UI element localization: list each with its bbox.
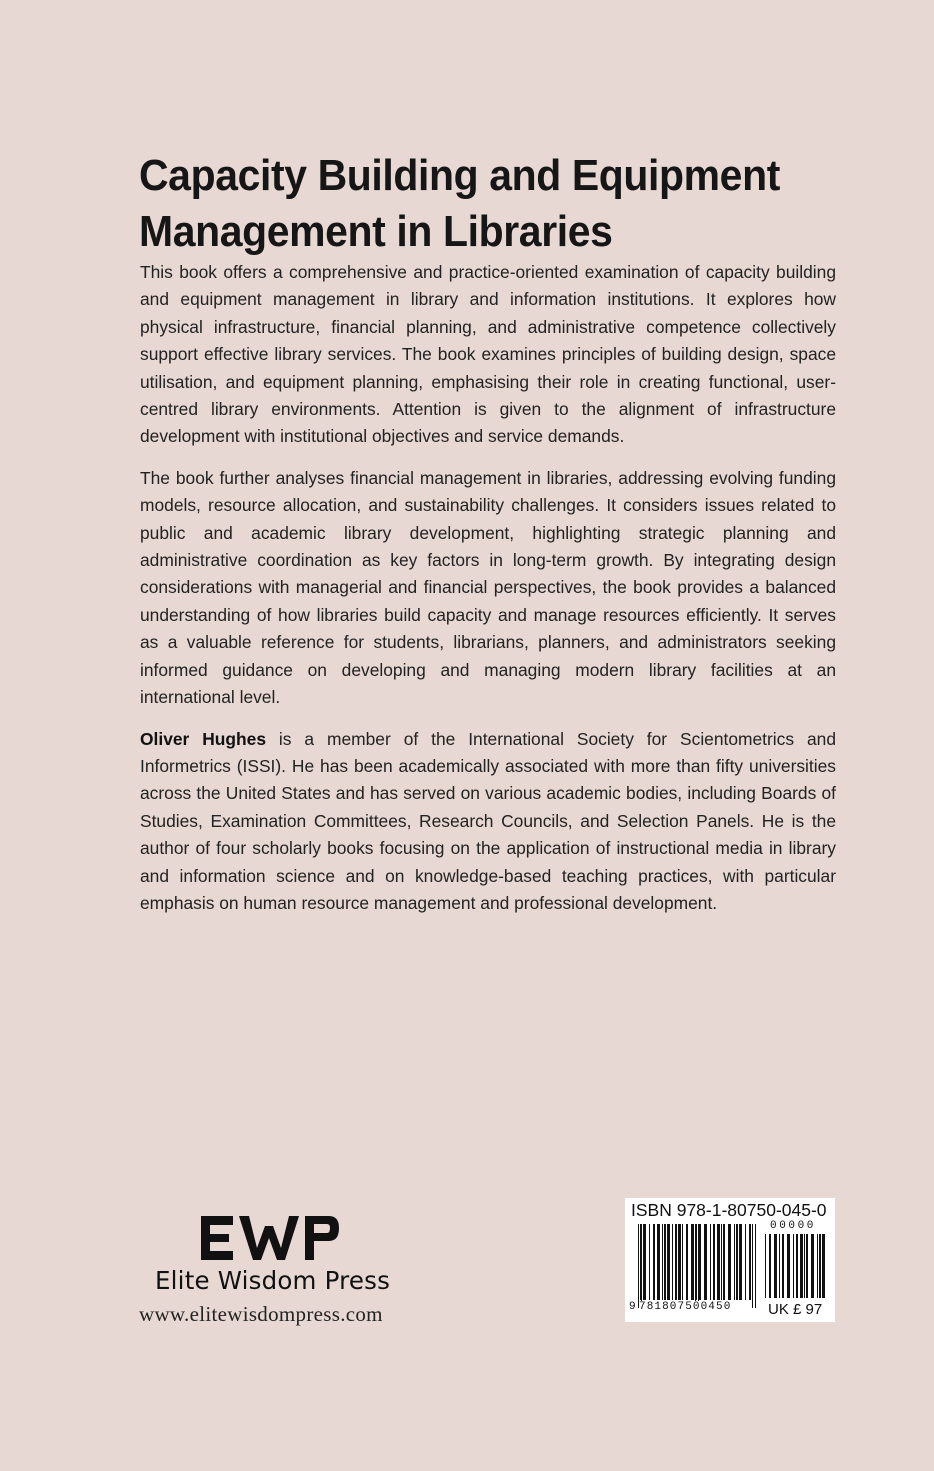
publisher-logo (201, 1214, 341, 1262)
title-line-2: Management in Libraries (139, 207, 613, 256)
barcode-digits: 781807500450 (639, 1301, 732, 1313)
back-cover-blurb (140, 259, 836, 931)
author-bio (140, 726, 836, 918)
isbn-label: ISBN 978-1-80750-045-0 (631, 1200, 827, 1220)
publisher-name: Elite Wisdom Press (155, 1266, 391, 1295)
barcode-addon-digits: 00000 (770, 1220, 817, 1232)
barcode-first-digit: 9 (629, 1301, 636, 1313)
book-title (139, 148, 795, 260)
author-bio-text: is a member of the International Society for Scientometrics and Informetrics (ISSI). He has been academically associated with more than fifty universities across the United States and has served on various academic bodies, including Boards of Studies, Examination Committees, Research Councils, and Selection Panels. He is the author of four scholarly books focusing on the application of instructional media in library and information science and on knowledge-based teaching practices, with particular emphasis on human resource management and professional development. (140, 728, 836, 913)
description-paragraph-2: The book further analyses financial management in libraries, addressing evolving funding models, resource allocation, and sustainability challenges. It considers issues related to public and academic library development, highlighting strategic planning and administrative coordination as key factors in long-term growth. By integrating design considerations with managerial and financial perspectives, the book provides a balanced understanding of how libraries build capacity and manage resources efficiently. It serves as a valuable reference for students, librarians, planners, and administrators seeking informed guidance on developing and managing modern library facilities at an international level. (140, 467, 836, 708)
description-paragraph-1: This book offers a comprehensive and practice-oriented examination of capacity building and equipment management in library and information institutions. It explores how physical infrastructure, financial planning, and administrative competence collectively support effective library services. The book examines principles of building design, space utilisation, and equipment planning, emphasising their role in creating functional, user-centred library environments. Attention is given to the alignment of infrastructure development with institutional objectives and service demands. (140, 262, 836, 447)
isbn-barcode (625, 1198, 835, 1322)
publisher-url: www.elitewisdompress.com (139, 1302, 383, 1326)
title-line-1: Capacity Building and Equipment (139, 151, 780, 200)
price-label: UK £ 97 (768, 1301, 823, 1318)
author-name: Oliver Hughes (140, 728, 266, 749)
